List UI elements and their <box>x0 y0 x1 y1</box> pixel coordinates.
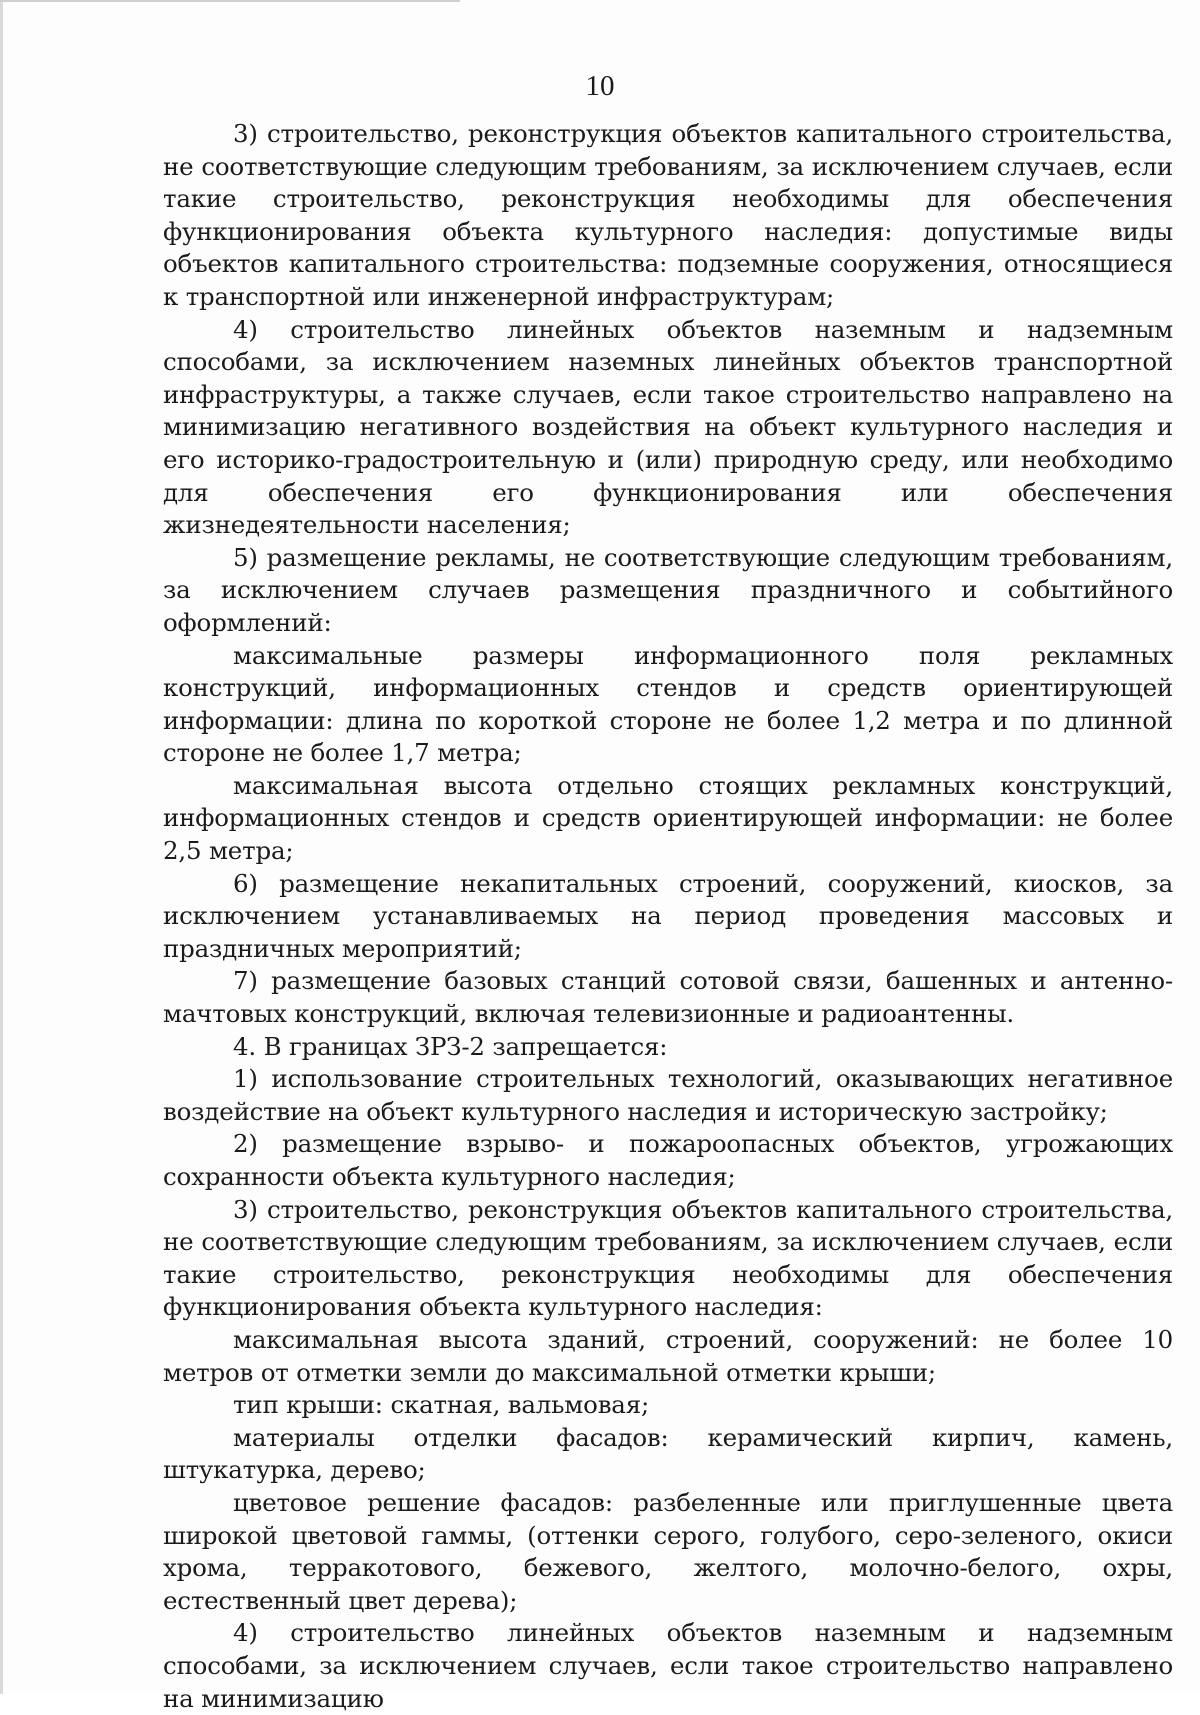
paragraph: 4) строительство линейных объектов наземным и надземным способами, за исключением случаев, если такое строительство направлено на минимизацию <box>163 1618 1173 1713</box>
paragraph: 7) размещение базовых станций сотовой связи, башенных и антенно-мачтовых конструкций, включая телевизионные и радиоантенны. <box>163 966 1173 1029</box>
paragraph: 4) строительство линейных объектов наземным и надземным способами, за исключением наземных линейных объектов транспортной инфраструктуры, а также случаев, если такое строительство направлено на минимизацию негативного воздействия на объект культурного наследия и его историко-градостроительную и (или) природную среду, или необходимо для обеспечения его функционирования или обеспечения жизнедеятельности населения; <box>163 314 1173 540</box>
paragraph: 4. В границах ЗРЗ-2 запрещается: <box>233 1031 668 1061</box>
paragraph: максимальная высота зданий, строений, сооружений: не более 10 метров от отметки земли до максимальной отметки крыши; <box>163 1324 1173 1387</box>
paragraph: максимальные размеры информационного поля рекламных конструкций, информационных стендов и средств ориентирующей информации: длина по короткой стороне не более 1,2 метра и по длинной стороне не более 1,7 метра; <box>163 640 1173 768</box>
paragraph: 2) размещение взрыво- и пожароопасных объектов, угрожающих сохранности объекта культурного наследия; <box>163 1129 1173 1191</box>
paragraph: тип крыши: скатная, вальмовая; <box>233 1390 650 1420</box>
paragraph: 3) строительство, реконструкция объектов капитального строительства, не соответствующие следующим требованиям, за исключением случаев, если такие строительство, реконструкция необходимы для обеспечения функционирования объекта культурного наследия: допустимые виды объектов капитального строительства: подземные сооружения, относящиеся к транспортной или инженерной инфраструктурам; <box>163 119 1173 311</box>
page-number: 10 <box>585 70 615 102</box>
paragraph: цветовое решение фасадов: разбеленные или приглушенные цвета широкой цветовой гаммы, (оттенки серого, голубого, серо-зеленого, окиси хрома, терракотового, бежевого, желтого, молочно-белого, охры, естественный цвет дерева); <box>163 1487 1173 1615</box>
scan-edge-top <box>0 0 460 2</box>
paragraph: 3) строительство, реконструкция объектов капитального строительства, не соответствующие следующим требованиям, за исключением случаев, если такие строительство, реконструкция необходимы для обеспечения функционирования объекта культурного наследия: <box>163 1194 1173 1322</box>
paragraph: 6) размещение некапитальных строений, сооружений, киосков, за исключением устанавливаемых на период проведения массовых и праздничных мероприятий; <box>163 868 1173 963</box>
paragraph: 5) размещение рекламы, не соответствующие следующим требованиям, за исключением случаев размещения праздничного и событийного оформлений: <box>163 542 1173 637</box>
paragraph: материалы отделки фасадов: керамический кирпич, камень, штукатурка, дерево; <box>163 1422 1173 1485</box>
document-body <box>163 118 1173 1715</box>
paragraph: максимальная высота отдельно стоящих рекламных конструкций, информационных стендов и средств ориентирующей информации: не более 2,5 метра; <box>163 770 1173 866</box>
scan-edge-left <box>0 0 3 1694</box>
paragraph: 1) использование строительных технологий, оказывающих негативное воздействие на объект культурного наследия и историческую застройку; <box>163 1064 1173 1126</box>
